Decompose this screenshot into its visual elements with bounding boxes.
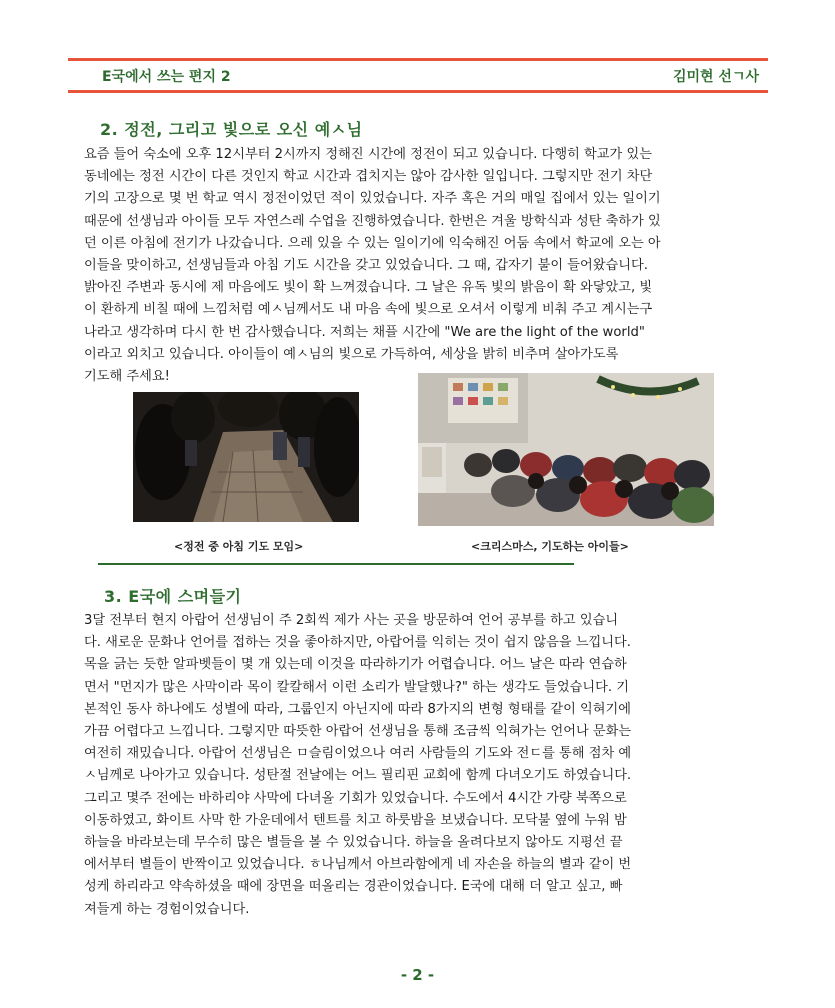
body-line: 나라고 생각하며 다시 한 번 감사했습니다. 저희는 채플 시간에 "We are the light of the world"	[84, 324, 645, 340]
body-line: 성케 하리라고 약속하셨을 때에 장면을 떠올리는 경관이었습니다. E국에 대해 더 알고 싶고, 빠	[84, 879, 623, 895]
body-line: 이 환하게 비칠 때에 느낌처럼 예ㅅ님께서도 내 마음 속에 빛으로 오셔서 이렇게 비춰 주고 계시는구	[84, 302, 653, 318]
photo-caption-right: <크리스마스, 기도하는 아이들>	[471, 540, 629, 553]
section-2-title: 3. E국에 스며들기	[104, 587, 242, 606]
photo-christmas-prayer	[418, 373, 714, 526]
body-line: ㅅ님께로 나아가고 있습니다. 성탄절 전날에는 어느 필리핀 교회에 함께 다녀오기도 하였습니다.	[84, 768, 632, 784]
body-line: 하늘을 바라보는데 무수히 많은 별들을 볼 수 있었습니다. 하늘을 올려다보지 않아도 지평선 끝	[84, 835, 623, 851]
body-line: 때문에 선생님과 아이들 모두 자연스레 수업을 진행하였습니다. 한번은 겨울 방학식과 성탄 축하가 있	[84, 213, 661, 229]
section-2-body	[84, 610, 768, 921]
body-line: 본적인 동사 하나에도 성별에 따라, 그룹인지 아닌지에 따라 8가지의 변형 형태를 같이 익혀기에	[84, 701, 631, 717]
header-rule-bottom	[68, 90, 768, 93]
photo-caption-left: <정전 중 아침 기도 모임>	[174, 540, 304, 553]
section-1-title: 2. 정전, 그리고 빛으로 오신 예ㅅ님	[100, 120, 363, 139]
body-line: 밝아진 주변과 동시에 제 마음에도 빛이 확 느껴졌습니다. 그 날은 유독 빛의 밝음이 확 와닿았고, 빛	[84, 280, 653, 296]
body-line: 이들을 맞이하고, 선생님들과 아침 기도 시간을 갖고 있었습니다. 그 때, 갑자기 불이 들어왔습니다.	[84, 258, 648, 274]
body-line: 동네에는 정전 시간이 다른 것인지 학교 시간과 겹치지는 않아 감사한 일입니다. 그렇지만 전기 차단	[84, 169, 653, 185]
photo-morning-prayer	[133, 392, 359, 522]
section-divider	[98, 563, 574, 565]
header-rule-top	[68, 58, 768, 61]
section-1-body	[84, 144, 768, 388]
body-line: 가끔 어렵다고 느낍니다. 그렇지만 따뜻한 아랍어 선생님을 통해 조금씩 익혀가는 언어나 문화는	[84, 724, 632, 740]
page-number: - 2 -	[400, 966, 435, 984]
body-line: 에서부터 별들이 반짝이고 있었습니다. ㅎ나님께서 아브라함에게 네 자손을 하늘의 별과 같이 번	[84, 857, 632, 873]
body-line: 이동하였고, 화이트 사막 한 가운데에서 텐트를 치고 하룻밤을 보냈습니다. 모닥불 옆에 누워 밤	[84, 812, 627, 828]
body-line: 목을 긁는 듯한 알파벳들이 몇 개 있는데 이것을 따라하기가 어렵습니다. 어느 날은 따라 연습하	[84, 657, 627, 673]
body-line: 던 이른 아침에 전기가 나갔습니다. 으레 있을 수 있는 일이기에 익숙해진 어둠 속에서 학교에 오는 아	[84, 235, 661, 251]
body-line: 져들게 하는 경험이었습니다.	[84, 901, 250, 917]
body-line: 3달 전부터 현지 아랍어 선생님이 주 2회씩 제가 사는 곳을 방문하여 언어 공부를 하고 있습니	[84, 613, 619, 628]
photo-morning-prayer-image	[133, 392, 359, 522]
photo-christmas-prayer-image	[418, 373, 714, 526]
body-line: 기도해 주세요!	[84, 369, 170, 385]
body-line: 면서 "먼지가 많은 사막이라 목이 칼칼해서 이런 소리가 발달했나?" 하는 생각도 들었습니다. 기	[84, 679, 629, 695]
body-line: 그리고 몇주 전에는 바하리야 사막에 다녀올 기회가 있었습니다. 수도에서 4시간 가량 북쪽으로	[84, 790, 627, 806]
body-line: 이라고 외치고 있습니다. 아이들이 예ㅅ님의 빛으로 가득하여, 세상을 밝히 비추며 살아가도록	[84, 346, 619, 362]
header-right-title: 김미현 선ㄱ사	[672, 69, 759, 85]
body-line: 여전히 재밌습니다. 아랍어 선생님은 ㅁ슬림이었으나 여러 사람들의 기도와 전ㄷ를 통해 점차 예	[84, 746, 632, 762]
body-line: 다. 새로운 문화나 언어를 접하는 것을 좋아하지만, 아랍어를 익히는 것이 쉽지 않음을 느낍니다.	[84, 635, 631, 651]
body-line: 기의 고장으로 몇 번 학교 역시 정전이었던 적이 있었습니다. 자주 혹은 거의 매일 집에서 있는 일이기	[84, 191, 661, 207]
header-left-title: E국에서 쓰는 편지 2	[102, 69, 231, 85]
body-line: 요즘 들어 숙소에 오후 12시부터 2시까지 정해진 시간에 정전이 되고 있습니다. 다행히 학교가 있는	[84, 147, 652, 162]
